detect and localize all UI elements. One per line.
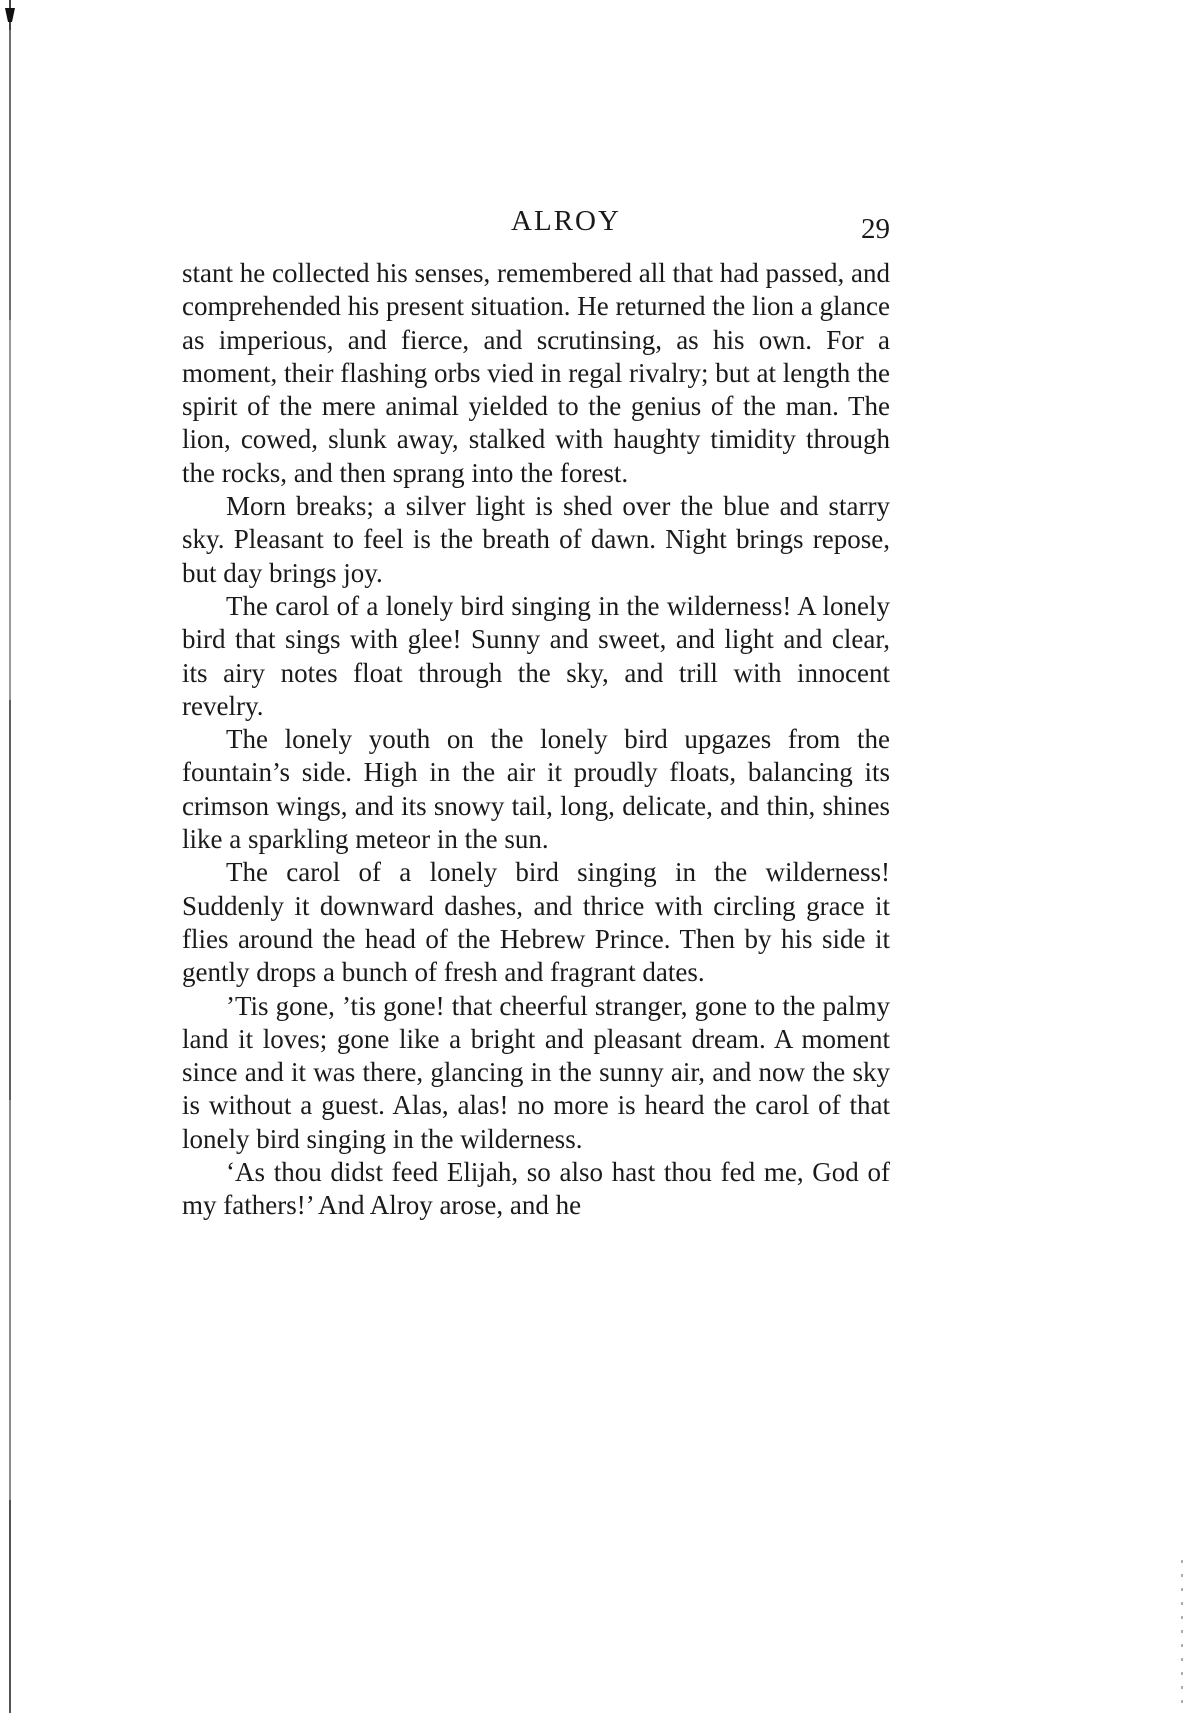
paragraph: The lonely youth on the lonely bird upgazes from the fountain’s side. High in the air it proudly floats, balancing its crimson wings, and its snowy tail, long, delicate, and thin, shines like a sparkling meteor in the sun.	[182, 724, 890, 855]
body-text	[182, 257, 890, 1223]
paragraph: stant he collected his senses, remembered all that had passed, and comprehended his present situation. He returned the lion a glance as imperious, and fierce, and scrutinsing, as his own. For a moment, their flashing orbs vied in regal rivalry; but at length the spirit of the mere animal yielded to the genius of the man. The lion, cowed, slunk away, stalked with haughty timidity through the rocks, and then sprang into the forest.	[182, 258, 890, 488]
paragraph: ’Tis gone, ’tis gone! that cheerful stranger, gone to the palmy land it loves; gone like a bright and pleasant dream. A moment since and it was there, glancing in the sunny air, and now the sky is without a guest. Alas, alas! no more is heard the carol of that lonely bird singing in the wilderness.	[182, 990, 890, 1154]
paragraph: Morn breaks; a silver light is shed over the blue and starry sky. Pleasant to feel is the breath of dawn. Night brings repose, but day brings joy.	[182, 491, 890, 588]
page-number: 29	[861, 213, 890, 245]
scan-edge-mark	[5, 8, 15, 22]
paragraph: ‘As thou didst feed Elijah, so also hast thou fed me, God of my fathers!’ And Alroy arose, and he	[182, 1157, 890, 1221]
paragraph: The carol of a lonely bird singing in the wilderness! A lonely bird that sings with glee! Sunny and sweet, and light and clear, its airy notes float through the sky, and trill with innocent revelry.	[182, 590, 890, 721]
running-head	[182, 205, 890, 245]
running-title: ALROY	[511, 205, 621, 237]
scan-edge-line	[9, 0, 11, 1713]
paragraph: The carol of a lonely bird singing in the wilderness! Suddenly it downward dashes, and thrice with circling grace it flies around the head of the Hebrew Prince. Then by his side it gently drops a bunch of fresh and fragrant dates.	[182, 857, 890, 988]
scan-right-dots	[1181, 1560, 1183, 1710]
